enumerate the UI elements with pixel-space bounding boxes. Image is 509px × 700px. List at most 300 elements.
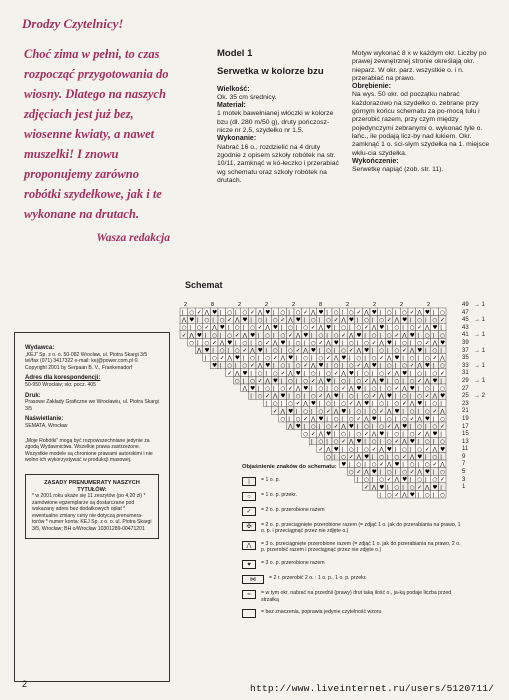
chart-top-number: 2 (373, 302, 377, 308)
chart-stitch-symbol: | (371, 370, 374, 377)
chart-stitch-symbol: ✓ (333, 424, 339, 430)
chart-stitch-symbol: ♥ (424, 469, 430, 476)
row-arrow: → 1 (474, 362, 486, 369)
model-column-1 (217, 50, 339, 185)
chart-stitch-symbol: | (424, 401, 427, 408)
chart-stitch-symbol: ○ (310, 317, 316, 324)
chart-stitch-symbol: ♥ (333, 393, 339, 400)
chart-stitch-symbol: ○ (371, 355, 377, 362)
chart-stitch-symbol: ♥ (402, 317, 408, 324)
chart-stitch-symbol: | (402, 484, 404, 491)
chart-stitch-symbol: | (250, 340, 252, 347)
chart-stitch-symbol: ✓ (348, 348, 354, 354)
chart-stitch-symbol: ⋀ (310, 363, 316, 370)
chart-row-number: 39 (462, 339, 469, 346)
chart-stitch-symbol: | (371, 401, 374, 408)
chart-stitch-symbol: ✓ (394, 386, 400, 392)
legend-row (242, 560, 462, 569)
chart-stitch-symbol: ✓ (364, 378, 369, 385)
chart-stitch-symbol: | (318, 348, 321, 354)
chart-stitch-symbol: | (440, 454, 442, 461)
chart-stitch-symbol: ✓ (257, 325, 263, 332)
chart-stitch-symbol: ♥ (265, 310, 271, 316)
chart-row-number: 1 (462, 484, 466, 491)
chart-stitch-symbol: ✓ (341, 386, 346, 392)
chart-stitch-symbol: ♥ (379, 378, 385, 385)
legend-row (242, 590, 462, 603)
chart-stitch-symbol: | (348, 462, 351, 468)
chart-stitch-symbol: | (272, 363, 275, 370)
chart-stitch-symbol: ○ (402, 363, 407, 370)
chart-stitch-symbol: ○ (432, 348, 438, 354)
chart-stitch-symbol: ♥ (364, 401, 370, 408)
chart-stitch-symbol: ✓ (288, 332, 293, 339)
chart-stitch-symbol: ○ (356, 378, 362, 385)
chart-stitch-symbol: | (318, 370, 321, 377)
chart-stitch-symbol: | (341, 363, 344, 370)
chart-stitch-symbol: | (196, 317, 199, 324)
chart-row-number: 37 (462, 347, 469, 354)
chart-stitch-symbol: ○ (303, 325, 309, 332)
chart-stitch-symbol: ✓ (265, 340, 270, 347)
dist-heading: Naświetlanie: (25, 416, 64, 423)
chart-stitch-symbol: ○ (386, 310, 392, 316)
chart-stitch-symbol: ○ (242, 310, 248, 316)
legend-text: = 1 o. p. (261, 476, 280, 483)
chart-stitch-symbol: ○ (212, 332, 217, 339)
chart-stitch-symbol: | (257, 386, 260, 392)
chart-stitch-symbol: | (250, 317, 252, 324)
chart-stitch-symbol: ○ (310, 370, 316, 377)
chart-stitch-symbol: ✓ (409, 363, 415, 370)
chart-stitch-symbol: ⋀ (417, 310, 422, 316)
legend-text: = 2 r. przerobić 2 o. : 1 o. p., 1 o. p. przekr. (269, 574, 367, 581)
chart-stitch-symbol: ⋀ (288, 370, 293, 377)
chart-stitch-symbol: | (364, 408, 366, 415)
chart-stitch-symbol: ⋀ (386, 462, 392, 468)
chart-top-number: 2 (184, 302, 188, 308)
chart-stitch-symbol: ○ (356, 355, 362, 362)
chart-stitch-symbol: | (432, 332, 435, 339)
chart-row-number: 49 (462, 302, 469, 308)
chart-stitch-symbol: ♥ (424, 416, 430, 423)
chart-stitch-symbol: ♥ (424, 310, 430, 316)
chart-stitch-symbol: ○ (440, 310, 445, 316)
legend-text: = 2 o. p. przerobione razem (261, 506, 325, 513)
chart-stitch-symbol: | (181, 310, 184, 316)
chart-stitch-symbol: | (227, 325, 230, 332)
chart-stitch-symbol: ⋀ (219, 340, 225, 347)
chart-stitch-symbol: ♥ (379, 484, 385, 491)
chart-stitch-symbol: ✓ (402, 348, 407, 354)
chart-stitch-symbol: ⋀ (310, 310, 316, 316)
chart-stitch-symbol: ⋀ (417, 416, 422, 423)
chart-stitch-symbol: ⋀ (409, 454, 415, 461)
chart-stitch-symbol: | (424, 348, 427, 354)
chart-stitch-symbol: ⋀ (242, 332, 248, 339)
chart-stitch-symbol: ○ (196, 325, 202, 332)
chart-top-number: 8 (211, 302, 215, 308)
chart-stitch-symbol: ○ (424, 408, 430, 415)
legend-row (242, 522, 462, 535)
chart-stitch-symbol: | (288, 416, 290, 423)
chart-stitch-symbol: | (417, 439, 420, 446)
chart-stitch-symbol: ○ (257, 317, 263, 324)
chart-stitch-symbol: | (386, 454, 389, 461)
chart-stitch-symbol: ○ (272, 401, 278, 408)
chart-stitch-symbol: ○ (318, 386, 324, 392)
chart-stitch-symbol: | (310, 386, 313, 392)
chart-stitch-symbol: ○ (432, 424, 438, 430)
chart-stitch-symbol: ✓ (326, 408, 331, 415)
chart-stitch-symbol: | (333, 325, 336, 332)
watermark-url: http://www.liveinternet.ru/users/5120711/ (250, 683, 495, 694)
chart-stitch-symbol: ✓ (219, 355, 225, 362)
legal-text: „Moje Robótki” mogą być rozpowszechniane jedynie za zgodą Wydawnictwa. Wszelkie prawa zastrzeżone. Wszystkie modele są chronione prawami autorskimi i nie wolno ich wykorzystywać w produkcji masowej. (25, 437, 153, 464)
chart-stitch-symbol: ✓ (394, 332, 400, 339)
chart-stitch-symbol: ○ (371, 462, 377, 468)
legend-rows (242, 477, 462, 619)
chart-stitch-symbol: ○ (409, 462, 415, 468)
chart-stitch-symbol: | (295, 408, 298, 415)
chart-stitch-symbol: ✓ (303, 310, 308, 316)
chart-stitch-symbol: | (318, 317, 321, 324)
chart-stitch-symbol: | (371, 424, 374, 430)
chart-stitch-symbol: | (333, 431, 336, 438)
chart-stitch-symbol: | (409, 340, 412, 347)
chart-stitch-symbol: ○ (364, 424, 369, 430)
chart-stitch-symbol: | (318, 424, 321, 430)
chart-row-number: 27 (462, 385, 469, 392)
chart-stitch-symbol: | (409, 446, 412, 453)
chart-stitch-symbol: ♥ (242, 317, 248, 324)
chart-stitch-symbol: ⋀ (303, 401, 308, 408)
chart-row-number: 7 (462, 461, 466, 468)
chart-stitch-symbol: ✓ (371, 446, 377, 453)
chart-stitch-symbol: | (196, 340, 199, 347)
chart-stitch-symbol: ○ (424, 492, 430, 499)
chart-stitch-symbol: ♥ (272, 325, 278, 332)
chart-stitch-symbol: ○ (326, 401, 331, 408)
chart-stitch-symbol: | (394, 393, 397, 400)
chart-stitch-symbol: ○ (386, 363, 392, 370)
chart-stitch-symbol: | (386, 431, 389, 438)
chart-stitch-symbol: ♥ (234, 355, 240, 362)
chart-stitch-symbol: ⋀ (348, 332, 354, 339)
chart-stitch-symbol: ✓ (386, 317, 392, 324)
chart-stitch-symbol: | (424, 370, 427, 377)
chart-stitch-symbol: ○ (402, 469, 407, 476)
chart-row-number: 21 (462, 408, 469, 415)
chart-stitch-symbol: | (303, 424, 306, 430)
chart-stitch-symbol: | (265, 317, 268, 324)
chart-stitch-symbol: | (379, 416, 382, 423)
chart-row-number: 31 (462, 370, 469, 377)
chart-stitch-symbol: ✓ (402, 401, 407, 408)
chart-stitch-symbol: ○ (364, 370, 369, 377)
legend-row (242, 575, 462, 584)
chart-stitch-symbol: | (272, 332, 275, 339)
chart-row-number: 3 (462, 476, 466, 483)
chart-stitch-symbol: ○ (326, 317, 331, 324)
chart-stitch-symbol: ✓ (181, 332, 187, 339)
chart-stitch-symbol: ♥ (318, 363, 324, 370)
chart-stitch-symbol: | (303, 393, 306, 400)
chart-stitch-symbol: ♥ (379, 431, 385, 438)
chart-stitch-symbol: ⋀ (318, 431, 324, 438)
chart-stitch-symbol: ♥ (409, 332, 415, 339)
chart-stitch-symbol: | (280, 378, 283, 385)
chart-stitch-symbol: | (424, 454, 427, 461)
chart-stitch-symbol: ⋀ (424, 378, 430, 385)
chart-stitch-symbol: ✓ (295, 348, 301, 354)
legend-row (242, 477, 462, 486)
chart-stitch-symbol: | (242, 378, 245, 385)
chart-stitch-symbol: | (295, 378, 298, 385)
chart-stitch-symbol: ○ (295, 416, 301, 423)
chart-stitch-symbol: ⋀ (326, 393, 331, 400)
row-arrow: → 2 (474, 393, 486, 400)
chart-stitch-symbol: | (379, 386, 382, 392)
chart-stitch-symbol: ♥ (272, 378, 278, 385)
chart-stitch-symbol: | (326, 386, 328, 392)
chart-top-number: 2 (346, 302, 350, 308)
legend-title: Objaśnienie znaków do schematu: (242, 464, 337, 470)
chart-stitch-symbol: ✓ (409, 416, 415, 423)
chart-row-number: 25 (462, 393, 469, 400)
chart-stitch-symbol: ○ (402, 340, 407, 347)
chart-stitch-symbol: ♥ (440, 446, 446, 453)
chart-stitch-symbol: ✓ (386, 424, 392, 430)
chart-stitch-symbol: ♥ (417, 348, 423, 354)
chart-stitch-symbol: ○ (394, 325, 400, 332)
chart-stitch-symbol: ○ (295, 310, 301, 316)
chart-stitch-symbol: ○ (409, 431, 415, 438)
intro-body: Choć zima w pełni, to czas rozpocząć przygotowania do wiosny. Dlatego na naszych zdjęciach jest już bez, wiosenne kwiaty, a nawet muszelki! I znowu proponujemy zarówno robótki szydełkowe, jak i te wykonane na drutach. (24, 47, 169, 221)
chart-stitch-symbol: | (288, 393, 290, 400)
chart-stitch-symbol: ○ (288, 401, 293, 408)
chart-stitch-symbol: ○ (234, 378, 240, 385)
chart-stitch-symbol: ⋀ (234, 370, 240, 377)
chart-stitch-symbol: ♥ (432, 484, 438, 491)
chart-stitch-symbol: ✓ (409, 469, 415, 476)
chart-stitch-symbol: ♥ (386, 446, 392, 453)
chart-stitch-symbol: ✓ (440, 477, 445, 484)
chart-stitch-symbol: ✓ (394, 439, 400, 446)
legend-symbol-icon: ♥ (242, 560, 256, 569)
chart-stitch-symbol: ⋀ (272, 340, 278, 347)
chart-stitch-symbol: ○ (417, 393, 423, 400)
chart-stitch-symbol: ○ (440, 469, 445, 476)
chart-stitch-symbol: | (356, 370, 359, 377)
chart-stitch-symbol: ⋀ (341, 424, 346, 430)
chart-stitch-symbol: ✓ (204, 325, 210, 332)
chart-stitch-symbol: ○ (303, 408, 309, 415)
chart-stitch-symbol: | (333, 454, 336, 461)
dist-text: SEMATA, Wrocław (25, 422, 68, 429)
material-heading: Materiał: (217, 102, 246, 110)
chart-stitch-symbol: | (440, 325, 442, 332)
print-text: Prasowe Zakłady Graficzne we Wrocławiu, ul. Piotra Skargi 3/5 (25, 399, 159, 412)
chart-stitch-symbol: | (242, 325, 245, 332)
legend-text: = w tym okr. nabrać na przednii (prawy) drut taką ilość o., ja-ką podaje liczba przed strzałką (261, 589, 452, 603)
chart-stitch-symbol: ♥ (333, 340, 339, 347)
chart-stitch-symbol: | (371, 317, 374, 324)
chart-stitch-symbol: ○ (440, 492, 445, 499)
chart-stitch-symbol: | (409, 477, 412, 484)
chart-stitch-symbol: ✓ (424, 393, 430, 400)
chart-stitch-symbol: ⋀ (440, 408, 445, 415)
model-subtitle: Serwetka w kolorze bzu (217, 66, 324, 78)
chart-stitch-symbol: | (257, 355, 260, 362)
chart-stitch-symbol: ✓ (440, 317, 445, 324)
chart-row-number: 19 (462, 415, 469, 422)
chart-top-number: 2 (238, 302, 242, 308)
chart-stitch-symbol: ♥ (371, 469, 377, 476)
chart-stitch-symbol: ○ (379, 401, 385, 408)
chart-stitch-symbol: ○ (250, 325, 255, 332)
chart-stitch-symbol: ♥ (356, 439, 362, 446)
chart-stitch-symbol: | (432, 416, 435, 423)
chart-stitch-symbol: ○ (379, 454, 385, 461)
chart-stitch-symbol: ♥ (227, 340, 233, 347)
chart-stitch-symbol: ○ (394, 401, 400, 408)
chart-stitch-symbol: | (356, 317, 359, 324)
chart-stitch-symbol: ○ (424, 439, 430, 446)
chart-stitch-symbol: ⋀ (318, 325, 324, 332)
chart-stitch-symbol: ✓ (272, 355, 278, 362)
chart-stitch-symbol: ♥ (212, 310, 218, 316)
chart-stitch-symbol: | (288, 340, 290, 347)
chart-stitch-symbol: ⋀ (386, 355, 392, 362)
chart-stitch-symbol: ○ (257, 393, 263, 400)
chart-stitch-symbol: ⋀ (303, 348, 308, 354)
chart-stitch-symbol: ○ (318, 439, 324, 446)
chart-stitch-symbol: ♥ (409, 492, 415, 499)
chart-stitch-symbol: ○ (386, 416, 392, 423)
chart-top-number: 2 (265, 302, 269, 308)
chart-stitch-symbol: ✓ (356, 416, 362, 423)
chart-stitch-symbol: | (417, 408, 420, 415)
chart-stitch-symbol: | (227, 348, 230, 354)
row-arrow: → 1 (474, 377, 486, 384)
chart-row-number: 47 (462, 309, 469, 316)
chart-stitch-symbol: ✓ (265, 393, 270, 400)
chart-stitch-symbol: ♥ (341, 355, 347, 362)
chart-stitch-symbol: ♥ (432, 378, 438, 385)
chart-stitch-symbol: | (432, 439, 435, 446)
chart-stitch-symbol: ⋀ (364, 310, 369, 316)
chart-stitch-symbol: ♥ (189, 317, 195, 324)
chart-stitch-symbol: ⋀ (280, 355, 286, 362)
row-arrow: → 1 (474, 347, 486, 354)
chart-stitch-symbol: ○ (409, 378, 415, 385)
chart-stitch-symbol: | (364, 355, 366, 362)
chart-stitch-symbol: ✓ (227, 317, 232, 324)
chart-stitch-symbol: ✓ (386, 477, 392, 484)
chart-stitch-symbol: | (333, 401, 336, 408)
chart-stitch-symbol: ○ (440, 332, 445, 339)
chart-stitch-symbol: ○ (348, 310, 354, 316)
chart-stitch-symbol: ⋀ (326, 340, 331, 347)
chart-stitch-symbol: | (432, 363, 435, 370)
chart-stitch-symbol: | (440, 378, 442, 385)
chart-stitch-symbol: ○ (379, 317, 385, 324)
row-arrow: → 1 (474, 317, 486, 324)
chart-stitch-symbol: ⋀ (409, 401, 415, 408)
chart-stitch-symbol: ⋀ (432, 446, 438, 453)
chart-stitch-symbol: | (440, 484, 442, 491)
chart-stitch-symbol: | (250, 370, 252, 377)
subscription-box (25, 474, 159, 539)
chart-stitch-symbol: ○ (364, 340, 369, 347)
material-text: 1 motek bawełnianej włóczki w kolorze bzu (dł. 280 m/50 g), druty pończosz-nicze nr 2,5, szydełko nr 1,5. (217, 110, 334, 135)
chart-stitch-symbol: | (371, 348, 374, 354)
chart-stitch-symbol: ♥ (196, 332, 202, 339)
chart-stitch-symbol: | (219, 310, 222, 316)
chart-stitch-symbol: ○ (272, 348, 278, 354)
chart-stitch-symbol: ♥ (402, 424, 408, 430)
finish-text: Na wys. 50 okr. od początku nabrać każdorazowo na szydełko o. zebrane przy górnym końcu schematu za po-mocą tułu i przerobić razem, przy czym między pojedynczymi zebranymi o. wykonać tyle o. łańc., ile podają licz-by nad łukiem. Okr. zamknąć 1 o. ści-słym szydełka na 1. miejsce wkłu-cia szydełka. (352, 91, 490, 157)
chart-stitch-symbol: ✓ (364, 325, 369, 332)
chart-stitch-symbol: ♥ (348, 370, 354, 377)
chart-stitch-symbol: ♥ (326, 325, 332, 332)
chart-stitch-symbol: ♥ (204, 348, 210, 354)
chart-stitch-symbol: ○ (424, 332, 430, 339)
chart-stitch-symbol: | (379, 363, 382, 370)
chart-stitch-symbol: ⋀ (394, 317, 400, 324)
chart-stitch-symbol: ♥ (250, 332, 256, 339)
chart-stitch-symbol: ○ (326, 424, 331, 430)
chart-stitch-symbol: ○ (295, 393, 301, 400)
chart-stitch-symbol: | (417, 462, 420, 468)
chart-stitch-symbol: ♥ (295, 370, 301, 377)
chart-stitch-symbol: ○ (212, 355, 217, 362)
chart-stitch-symbol: ✓ (280, 317, 286, 324)
chart-stitch-symbol: ♥ (326, 378, 332, 385)
chart-stitch-symbol: ⋀ (440, 462, 445, 468)
chart-stitch-symbol: ✓ (310, 431, 316, 438)
chart-stitch-symbol: ♥ (424, 363, 430, 370)
intro-greeting: Drodzy Czytelnicy! (22, 16, 124, 31)
chart-stitch-symbol: ♥ (310, 348, 316, 354)
chart-stitch-symbol: ⋀ (242, 386, 248, 392)
chart-stitch-symbol: ○ (409, 484, 415, 491)
chart-stitch-symbol: | (265, 370, 268, 377)
chart-stitch-symbol: ○ (364, 317, 369, 324)
chart-stitch-symbol: ⋀ (402, 386, 407, 392)
chart-row-number: 33 (462, 362, 469, 369)
chart-stitch-symbol: ⋀ (234, 317, 240, 324)
chart-stitch-symbol: ○ (356, 431, 362, 438)
chart-stitch-symbol: ○ (257, 370, 263, 377)
chart-row-number: 17 (462, 423, 469, 430)
legend-symbol-icon: ✠ (242, 522, 256, 531)
chart-top-number: 8 (319, 302, 323, 308)
chart-stitch-symbol: | (424, 317, 427, 324)
chart-stitch-symbol: ⋀ (364, 469, 369, 476)
chart-stitch-symbol: ✓ (424, 340, 430, 347)
chart-stitch-symbol: ○ (402, 446, 407, 453)
chart-stitch-symbol: ○ (432, 477, 438, 484)
chart-stitch-symbol: ○ (371, 386, 377, 392)
chart-stitch-symbol: ✓ (341, 439, 346, 446)
chart-stitch-symbol: | (234, 310, 237, 316)
chart-stitch-symbol: | (326, 363, 328, 370)
chart-stitch-symbol: ✓ (364, 431, 369, 438)
chart-stitch-symbol: ⋀ (371, 378, 377, 385)
chart-row-number: 45 (462, 317, 469, 324)
